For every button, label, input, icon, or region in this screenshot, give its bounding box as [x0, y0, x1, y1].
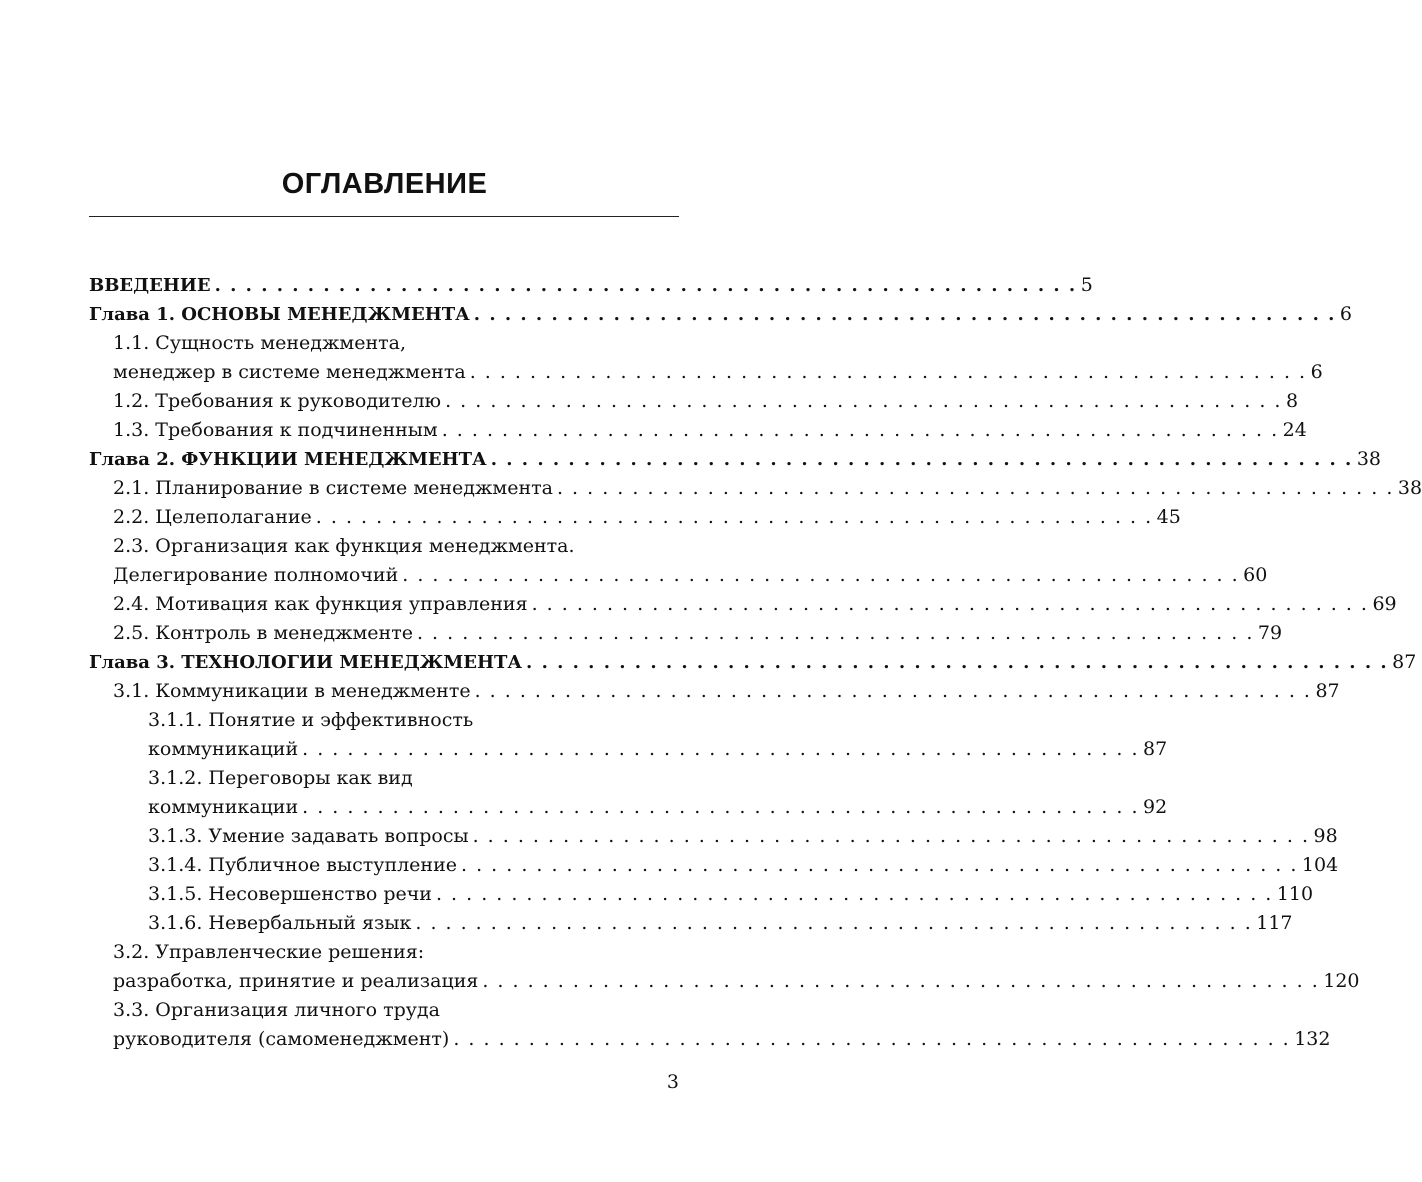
- toc-line: [113, 590, 1397, 619]
- leader-dots: . . . . . . . . . . . . . . . . . . . . . . . . . . . . . . . . . . . . . . . . . . . . . . . . . . . . . . . .: [474, 680, 1312, 702]
- leader-dots: . . . . . . . . . . . . . . . . . . . . . . . . . . . . . . . . . . . . . . . . . . . . . . . . . . . . . . . .: [469, 361, 1307, 383]
- toc-entry-text: 2.2. Целеполагание: [113, 506, 312, 528]
- toc-entry-text: 1.2. Требования к руководителю: [113, 390, 442, 412]
- toc-page-number: 69: [1372, 593, 1397, 615]
- leader-dots: . . . . . . . . . . . . . . . . . . . . . . . . . . . . . . . . . . . . . . . . . . . . . . . . . . . . . . . .: [402, 564, 1240, 586]
- toc-entry-text: 1.1. Сущность менеджмента,: [113, 332, 406, 354]
- leader-dots: . . . . . . . . . . . . . . . . . . . . . . . . . . . . . . . . . . . . . . . . . . . . . . . . . . . . . . . .: [482, 970, 1320, 992]
- toc-entry-text: ВВЕДЕНИЕ: [89, 275, 211, 296]
- leader-dots: . . . . . . . . . . . . . . . . . . . . . . . . . . . . . . . . . . . . . . . . . . . . . . . . . . . . . . . .: [435, 883, 1273, 905]
- toc-entry: [89, 938, 1360, 996]
- toc-line: [148, 909, 1293, 938]
- toc-entry-text: 3.2. Управленческие решения:: [113, 941, 425, 963]
- toc-entry-text: менеджер в системе менеджмента: [113, 361, 466, 383]
- toc-line: [113, 561, 1268, 590]
- toc-line: [113, 532, 679, 561]
- toc-entry-text: 2.5. Контроль в менеджменте: [113, 622, 413, 644]
- toc-entry: [89, 329, 1323, 387]
- toc-entry-text: 2.3. Организация как функция менеджмента.: [113, 535, 575, 557]
- toc-entry-text: Глава 3. ТЕХНОЛОГИИ МЕНЕДЖМЕНТА: [89, 652, 523, 673]
- toc-line: [89, 445, 1381, 474]
- leader-dots: . . . . . . . . . . . . . . . . . . . . . . . . . . . . . . . . . . . . . . . . . . . . . . . . . . . . . . . .: [302, 796, 1140, 818]
- toc-line: [148, 822, 1338, 851]
- toc-page-number: 8: [1285, 390, 1299, 412]
- toc-page-number: 79: [1257, 622, 1283, 644]
- leader-dots: . . . . . . . . . . . . . . . . . . . . . . . . . . . . . . . . . . . . . . . . . . . . . . . . . . . . . . . .: [472, 825, 1310, 847]
- toc-entry: [89, 822, 1338, 851]
- toc-chapter: [89, 271, 1093, 300]
- toc-page-number: 87: [1392, 651, 1417, 673]
- toc-entry-text: 3.1.5. Несовершенство речи: [148, 883, 432, 905]
- leader-dots: . . . . . . . . . . . . . . . . . . . . . . . . . . . . . . . . . . . . . . . . . . . . . . . . . . . . . . . .: [441, 419, 1279, 441]
- toc-chapter: [89, 300, 1352, 329]
- table-of-contents: [89, 271, 1422, 1054]
- toc-entry-text: 3.1.1. Понятие и эффективность: [148, 709, 474, 731]
- toc-entry: [89, 996, 1331, 1054]
- toc-chapter: [89, 648, 1417, 677]
- toc-page-number: 38: [1356, 448, 1381, 470]
- toc-line: [113, 619, 1283, 648]
- toc-entry-text: Делегирование полномочий: [113, 564, 399, 586]
- toc-page-number: 87: [1315, 680, 1340, 702]
- toc-entry: [89, 619, 1283, 648]
- toc-page-number: 5: [1080, 274, 1093, 296]
- toc-line: [89, 300, 1352, 329]
- toc-chapter: [89, 445, 1381, 474]
- toc-page-number: 87: [1143, 738, 1168, 760]
- leader-dots: . . . . . . . . . . . . . . . . . . . . . . . . . . . . . . . . . . . . . . . . . . . . . . . . . . . . . . . .: [445, 390, 1282, 412]
- toc-entry-text: 3.1.4. Публичное выступление: [148, 854, 457, 876]
- toc-entry-text: 3.1.2. Переговоры как вид: [148, 767, 413, 789]
- toc-entry: [89, 764, 1168, 822]
- leader-dots: . . . . . . . . . . . . . . . . . . . . . . . . . . . . . . . . . . . . . . . . . . . . . . . . . . . . . . . .: [556, 477, 1394, 499]
- toc-entry: [89, 909, 1293, 938]
- toc-entry: [89, 851, 1339, 880]
- toc-entry: [89, 706, 1168, 764]
- toc-page-number: 117: [1256, 912, 1293, 934]
- toc-entry: [89, 590, 1397, 619]
- toc-line: [148, 851, 1339, 880]
- toc-line: [148, 706, 679, 735]
- toc-entry-text: 2.1. Планирование в системе менеджмента: [113, 477, 553, 499]
- toc-entry: [89, 880, 1314, 909]
- toc-line: [113, 474, 1422, 503]
- toc-entry-text: 3.1.3. Умение задавать вопросы: [148, 825, 469, 847]
- toc-line: [113, 1025, 1331, 1054]
- toc-entry: [89, 677, 1340, 706]
- toc-entry-text: коммуникации: [148, 796, 299, 818]
- toc-page-number: 132: [1294, 1028, 1331, 1050]
- toc-line: [113, 938, 679, 967]
- toc-line: [148, 880, 1314, 909]
- toc-entry: [89, 532, 1268, 590]
- toc-line: [89, 648, 1417, 677]
- leader-dots: . . . . . . . . . . . . . . . . . . . . . . . . . . . . . . . . . . . . . . . . . . . . . . . . . . . . . . . .: [461, 854, 1298, 876]
- toc-page-number: 38: [1397, 477, 1422, 499]
- toc-page-number: 24: [1282, 419, 1307, 441]
- toc-line: [113, 503, 1181, 532]
- toc-entry-text: коммуникаций: [148, 738, 299, 760]
- page-title: ОГЛАВЛЕНИЕ: [281, 168, 488, 200]
- leader-dots: . . . . . . . . . . . . . . . . . . . . . . . . . . . . . . . . . . . . . . . . . . . . . . . . . . . . . . . .: [416, 622, 1254, 644]
- title-rule: [89, 216, 679, 217]
- toc-line: [148, 793, 1168, 822]
- toc-line: [113, 387, 1299, 416]
- toc-line: [148, 735, 1168, 764]
- toc-page-number: 92: [1143, 796, 1168, 818]
- toc-page-number: 6: [1310, 361, 1323, 383]
- toc-line: [113, 416, 1307, 445]
- toc-page-number: 60: [1243, 564, 1268, 586]
- toc-entry-text: разработка, принятие и реализация: [113, 970, 479, 992]
- leader-dots: . . . . . . . . . . . . . . . . . . . . . . . . . . . . . . . . . . . . . . . . . . . . . . . . . . . . . . . .: [490, 449, 1353, 470]
- leader-dots: . . . . . . . . . . . . . . . . . . . . . . . . . . . . . . . . . . . . . . . . . . . . . . . . . . . . . . . .: [302, 738, 1140, 760]
- toc-entry-text: Глава 2. ФУНКЦИИ МЕНЕДЖМЕНТА: [89, 449, 487, 470]
- toc-entry: [89, 416, 1307, 445]
- toc-entry-text: 2.4. Мотивация как функция управления: [113, 593, 528, 615]
- leader-dots: . . . . . . . . . . . . . . . . . . . . . . . . . . . . . . . . . . . . . . . . . . . . . . . . . . . . . . . .: [531, 593, 1369, 615]
- toc-line: [113, 677, 1340, 706]
- toc-page-number: 98: [1313, 825, 1338, 847]
- toc-entry-text: 1.3. Требования к подчиненным: [113, 419, 438, 441]
- leader-dots: . . . . . . . . . . . . . . . . . . . . . . . . . . . . . . . . . . . . . . . . . . . . . . . . . . . . . . . .: [526, 652, 1389, 673]
- toc-page-number: 120: [1323, 970, 1360, 992]
- toc-entry: [89, 503, 1181, 532]
- toc-entry: [89, 387, 1299, 416]
- toc-page-number: 45: [1156, 506, 1181, 528]
- toc-entry-text: Глава 1. ОСНОВЫ МЕНЕДЖМЕНТА: [89, 304, 470, 325]
- leader-dots: . . . . . . . . . . . . . . . . . . . . . . . . . . . . . . . . . . . . . . . . . . . . . . . . . . . . . . . .: [214, 275, 1077, 296]
- leader-dots: . . . . . . . . . . . . . . . . . . . . . . . . . . . . . . . . . . . . . . . . . . . . . . . . . . . . . . . .: [315, 506, 1153, 528]
- toc-line: [113, 996, 679, 1025]
- toc-page-number: 104: [1301, 854, 1339, 876]
- toc-entry: [89, 474, 1422, 503]
- toc-entry-text: 3.3. Организация личного труда: [113, 999, 440, 1021]
- toc-entry-text: 3.1.6. Невербальный язык: [148, 912, 412, 934]
- toc-line: [113, 329, 679, 358]
- leader-dots: . . . . . . . . . . . . . . . . . . . . . . . . . . . . . . . . . . . . . . . . . . . . . . . . . . . . . . . .: [473, 304, 1336, 325]
- toc-line: [113, 358, 1323, 387]
- toc-page-number: 6: [1339, 303, 1352, 325]
- toc-line: [113, 967, 1360, 996]
- leader-dots: . . . . . . . . . . . . . . . . . . . . . . . . . . . . . . . . . . . . . . . . . . . . . . . . . . . . . . . .: [415, 912, 1253, 934]
- toc-page-number: 110: [1276, 883, 1314, 905]
- page-number: 3: [666, 1071, 679, 1093]
- toc-entry-text: руководителя (самоменеджмент): [113, 1028, 450, 1050]
- toc-line: [89, 271, 1093, 300]
- toc-line: [148, 764, 679, 793]
- leader-dots: . . . . . . . . . . . . . . . . . . . . . . . . . . . . . . . . . . . . . . . . . . . . . . . . . . . . . . . .: [453, 1028, 1291, 1050]
- toc-entry-text: 3.1. Коммуникации в менеджменте: [113, 680, 471, 702]
